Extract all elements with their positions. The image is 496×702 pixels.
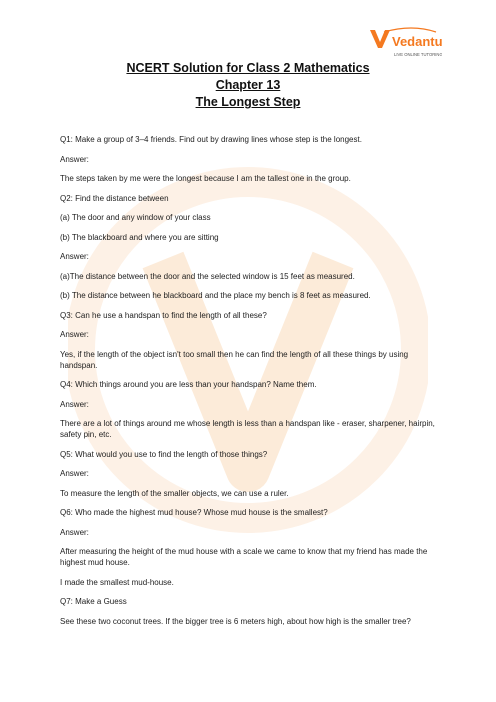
answer-label: Answer: xyxy=(60,330,89,339)
answer-3: Yes, if the length of the object isn't too small then he can find the length of all these things by using handspan. xyxy=(60,349,409,370)
question-5: Q5: What would you use to find the length of those things? xyxy=(60,449,268,459)
answer-4: There are a lot of things around me whose length is less than a handspan like - eraser, sharpener, hairpin, safety pin, etc. xyxy=(60,419,435,439)
answer-6-continued: I made the smallest mud-house. xyxy=(60,577,174,587)
answer-2-part-b: (b) The distance between he blackboard and the place my bench is 8 feet as measured. xyxy=(60,291,371,300)
document-body xyxy=(60,134,440,635)
question-2-part-a: (a) The door and any window of your class xyxy=(60,213,211,222)
answer-5: To measure the length of the smaller objects, we can use a ruler. xyxy=(60,488,289,498)
question-7-text: See these two coconut trees. If the bigger tree is 6 meters high, about how high is the smaller tree? xyxy=(60,616,411,626)
answer-label: Answer: xyxy=(60,527,89,537)
question-4: Q4: Which things around you are less than your handspan? Name them. xyxy=(60,380,317,389)
vedantu-logo-mark xyxy=(366,26,442,60)
question-7: Q7: Make a Guess xyxy=(60,597,127,606)
answer-1: The steps taken by me were the longest because I am the tallest one in the group. xyxy=(60,174,351,183)
question-2: Q2: Find the distance between xyxy=(60,193,169,203)
title-line-2: Chapter 13 xyxy=(215,78,281,92)
answer-label: Answer: xyxy=(60,469,89,478)
document-title xyxy=(0,60,496,111)
question-1: Q1: Make a group of 3–4 friends. Find out by drawing lines whose step is the longest. xyxy=(60,135,362,144)
logo-tagline: LIVE ONLINE TUTORING xyxy=(394,52,442,57)
answer-label: Answer: xyxy=(60,399,89,409)
answer-label: Answer: xyxy=(60,154,89,164)
title-line-1: NCERT Solution for Class 2 Mathematics xyxy=(126,61,370,75)
logo-text: Vedantu xyxy=(392,34,442,49)
answer-label: Answer: xyxy=(60,252,89,261)
answer-2-part-a: (a)The distance between the door and the selected window is 15 feet as measured. xyxy=(60,271,355,281)
question-6: Q6: Who made the highest mud house? Whose mud house is the smallest? xyxy=(60,508,328,517)
title-line-3: The Longest Step xyxy=(195,95,301,109)
question-2-part-b: (b) The blackboard and where you are sitting xyxy=(60,232,219,242)
answer-6: After measuring the height of the mud house with a scale we came to know that my friend has made the highest mud house. xyxy=(60,547,428,567)
vedantu-logo xyxy=(366,26,442,60)
question-3: Q3: Can he use a handspan to find the length of all these? xyxy=(60,310,267,320)
